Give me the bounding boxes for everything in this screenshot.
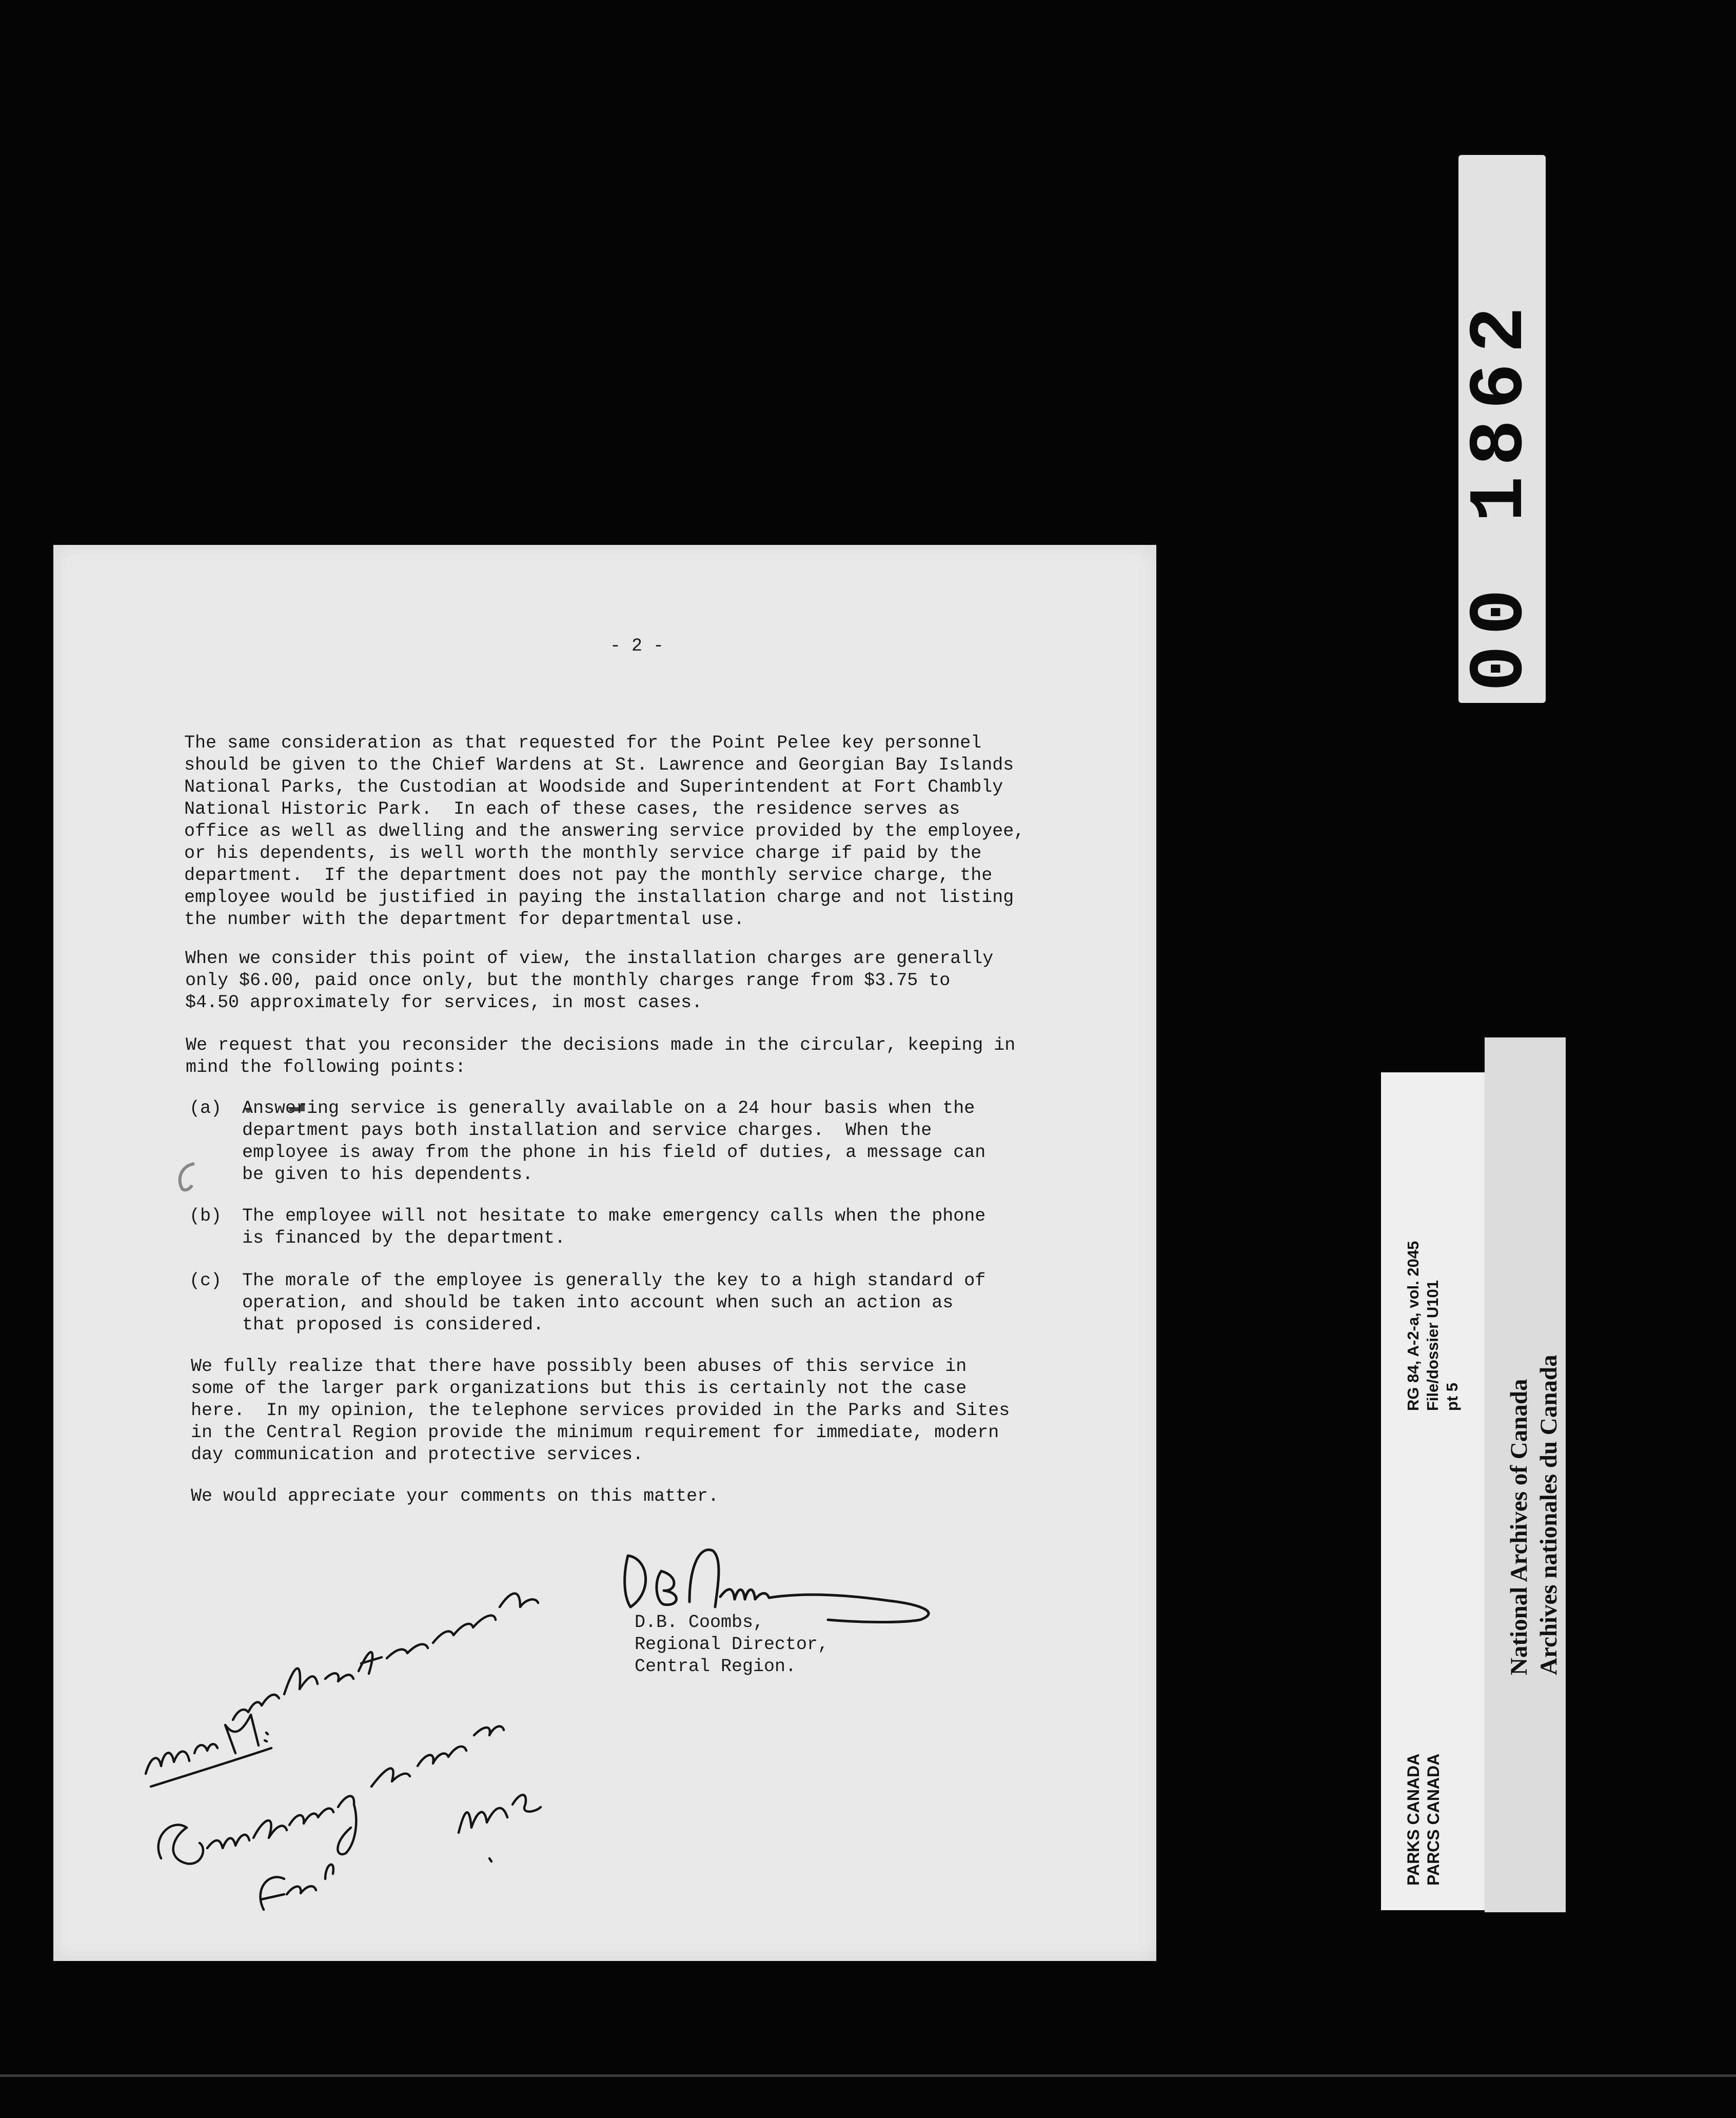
frame-number-text: 00 1862 — [1457, 296, 1545, 692]
paragraph-1: The same consideration as that requested for the Point Pelee key personnel should be given to the Chief Wardens at St. Lawrence and Georgian Bay Islands National Parks, the Custodian at Woodside and Superintendent at Fort Chambly National Historic Park. In each of these cases, the residence serves as office as well as dwelling and the answering service provided by the employee, or his dependents, is well worth the monthly service charge if paid by the department. If the department does not pay the monthly service charge, the employee would be justified in paying the installation charge and not listing the number with the department for departmental use. — [184, 733, 1025, 930]
point-label: (a) — [189, 1098, 222, 1119]
page-number: - 2 - — [610, 636, 664, 656]
point-text: The morale of the employee is generally the key to a high standard of operation, and should be taken into account when such an action as that proposed is considered. — [242, 1270, 986, 1335]
point-label: (c) — [189, 1270, 222, 1291]
signature-block: D.B. Coombs, Regional Director, Central Region. — [635, 1612, 829, 1677]
paragraph-3: We request that you reconsider the decisions made in the circular, keeping in mind the following points: — [186, 1035, 1016, 1077]
paragraph-2: When we consider this point of view, the installation charges are generally only $6.00, paid once only, but the monthly charges range from $3.75 to $4.50 approximately for services, in most cases. — [185, 948, 994, 1013]
handwritten-annotation — [130, 1571, 551, 1930]
archives-label: National Archives of Canada Archives nationales du Canada — [1506, 1355, 1562, 1675]
point-text: The employee will not hesitate to make emergency calls when the phone is financed by the department. — [242, 1206, 986, 1248]
point-label: (b) — [189, 1206, 222, 1226]
frame-number-graphic — [1457, 163, 1545, 695]
agency-label: PARKS CANADA PARCS CANADA — [1404, 1753, 1443, 1886]
paragraph-4: We fully realize that there have possibly been abuses of this service in some of the larger park organizations but this is certainly not the case here. In my opinion, the telephone services provided in the Parks and Sites in the Central Region provide the minimum requirement for immediate, modern day communication and protective services. — [191, 1356, 1010, 1465]
file-reference-label: RG 84, A-2-a, vol. 2045 File/dossier U101 pt 5 — [1404, 1241, 1461, 1411]
document-page — [53, 545, 1156, 1961]
microfilm-frame-label — [1458, 155, 1546, 703]
film-edge-line — [0, 2074, 1736, 2077]
paper-smudge — [171, 1160, 202, 1195]
paragraph-5: We would appreciate your comments on this matter. — [191, 1486, 719, 1506]
point-text: Answering service is generally available on a 24 hour basis when the department pays both installation and service charges. When the employee is away from the phone in his field of duties, a message can be given to his dependents. — [242, 1098, 986, 1185]
